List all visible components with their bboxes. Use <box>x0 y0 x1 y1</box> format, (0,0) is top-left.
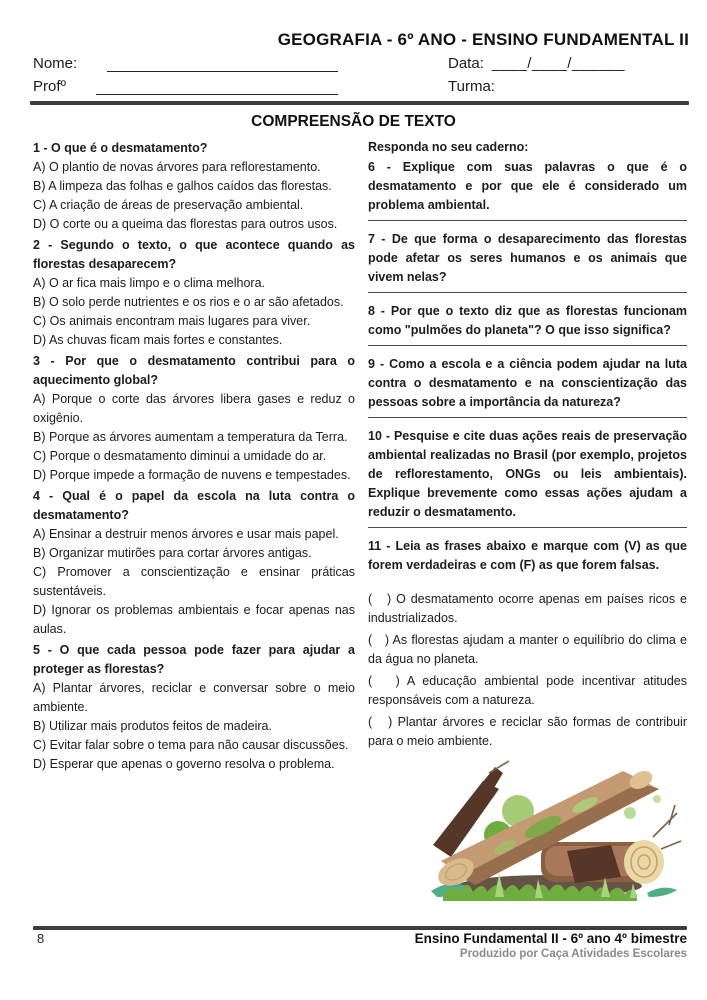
question-4-option-b: B) Organizar mutirões para cortar árvores antigas. <box>33 546 312 560</box>
question-8-answer-line <box>368 340 687 346</box>
question-3-option-b: B) Porque as árvores aumentam a temperatura da Terra. <box>33 430 348 444</box>
question-1-option-a: A) O plantio de novas árvores para reflorestamento. <box>33 160 321 174</box>
footer-credit: Produzido por Caça Atividades Escolares <box>459 948 687 960</box>
section-title: COMPREENSÃO DE TEXTO <box>251 113 456 130</box>
question-1 <box>33 139 355 234</box>
header <box>0 0 707 98</box>
header-fields <box>33 52 689 98</box>
header-divider <box>30 101 689 105</box>
question-4-title: 4 - Qual é o papel da escola na luta contra o desmatamento? <box>33 489 355 522</box>
page-title: GEOGRAFIA - 6º ANO - ENSINO FUNDAMENTAL II <box>277 30 689 49</box>
date-blanks: ____/____/______ <box>491 55 625 72</box>
footer-divider <box>33 926 687 930</box>
question-2-option-b: B) O solo perde nutrientes e os rios e o ar são afetados. <box>33 295 344 309</box>
question-2-option-d: D) As chuvas ficam mais fortes e constantes. <box>33 333 283 347</box>
right-column <box>368 138 687 903</box>
question-1-option-c: C) A criação de áreas de preservação ambiental. <box>33 198 304 212</box>
question-1-option-d: D) O corte ou a queima das florestas para outros usos. <box>33 217 338 231</box>
question-4-option-d: D) Ignorar os problemas ambientais e focar apenas nas aulas. <box>33 603 355 636</box>
header-fields-left <box>33 52 338 98</box>
question-3-option-d: D) Porque impede a formação de nuvens e tempestades. <box>33 468 351 482</box>
footer-right <box>415 931 687 960</box>
class-field-row <box>448 75 625 98</box>
question-3-title: 3 - Por que o desmatamento contribui para o aquecimento global? <box>33 354 355 387</box>
question-5 <box>33 641 355 774</box>
question-2-title: 2 - Segundo o texto, o que acontece quando as florestas desaparecem? <box>33 238 355 271</box>
name-field-row <box>33 52 338 75</box>
question-1-title: 1 - O que é o desmatamento? <box>33 141 208 155</box>
question-5-option-a: A) Plantar árvores, reciclar e conversar sobre o meio ambiente. <box>33 681 355 714</box>
question-7-answer-line <box>368 287 687 293</box>
name-label: Nome: <box>33 55 78 72</box>
date-label: Data: <box>448 55 484 72</box>
question-6: 6 - Explique com suas palavras o que é o desmatamento e por que ele é considerado um problema ambiental. <box>368 160 687 212</box>
name-write-line <box>107 52 338 72</box>
question-3-option-c: C) Porque o desmatamento diminui a umidade do ar. <box>33 449 327 463</box>
true-false-item-2: ( ) As florestas ajudam a manter o equilíbrio do clima e da água no planeta. <box>368 633 687 666</box>
true-false-items <box>368 590 687 751</box>
question-7: 7 - De que forma o desaparecimento das florestas pode afetar os seres humanos e os animais que vivem nelas? <box>368 232 687 284</box>
prof-write-line <box>96 75 338 95</box>
worksheet-body <box>0 138 707 903</box>
footer <box>0 926 707 960</box>
prof-field-row <box>33 75 338 98</box>
question-2-option-a: A) O ar fica mais limpo e o clima melhora. <box>33 276 266 290</box>
question-2-option-c: C) Os animais encontram mais lugares para viver. <box>33 314 311 328</box>
question-3 <box>33 352 355 485</box>
question-2 <box>33 236 355 350</box>
question-5-title: 5 - O que cada pessoa pode fazer para ajudar a proteger as florestas? <box>33 643 355 676</box>
true-false-item-3: ( ) A educação ambiental pode incentivar atitudes responsáveis com a natureza. <box>368 674 687 707</box>
question-10: 10 - Pesquise e cite duas ações reais de preservação ambiental realizadas no Brasil (por exemplo, projetos de reflorestamento, ONGs ou leis ambientais). Explique brevemente como essas ações ajudam a reduzir o desmatamento. <box>368 429 687 519</box>
true-false-item-4: ( ) Plantar árvores e reciclar são formas de contribuir para o meio ambiente. <box>368 715 687 748</box>
true-false-item-1: ( ) O desmatamento ocorre apenas em países ricos e industrializados. <box>368 592 687 625</box>
prof-label: Profº <box>33 78 66 95</box>
fallen-logs-svg <box>425 755 687 903</box>
class-label: Turma: <box>448 78 495 95</box>
question-11-title: 11 - Leia as frases abaixo e marque com (V) as que forem verdadeiras e com (F) as que forem falsas. <box>368 539 687 572</box>
question-3-option-a: A) Porque o corte das árvores libera gases e reduz o oxigênio. <box>33 392 355 425</box>
question-5-option-c: C) Evitar falar sobre o tema para não causar discussões. <box>33 738 349 752</box>
question-6-answer-line <box>368 215 687 221</box>
question-4-option-c: C) Promover a conscientização e ensinar práticas sustentáveis. <box>33 565 355 598</box>
question-5-option-d: D) Esperar que apenas o governo resolva o problema. <box>33 757 335 771</box>
question-9: 9 - Como a escola e a ciência podem ajudar na luta contra o desmatamento e na conscientização das pessoas sobre a importância da natureza? <box>368 357 687 409</box>
fallen-logs-illustration <box>425 755 687 903</box>
footer-row <box>33 931 687 960</box>
footer-edition: Ensino Fundamental II - 6º ano 4º bimestre <box>414 931 687 946</box>
page-number: 8 <box>37 931 45 946</box>
question-10-answer-line <box>368 522 687 528</box>
notebook-instruction: Responda no seu caderno: <box>368 140 529 154</box>
question-4 <box>33 487 355 639</box>
date-field-row <box>448 52 625 75</box>
question-5-option-b: B) Utilizar mais produtos feitos de madeira. <box>33 719 272 733</box>
left-column <box>33 138 355 903</box>
question-9-answer-line <box>368 412 687 418</box>
question-1-option-b: B) A limpeza das folhas e galhos caídos das florestas. <box>33 179 332 193</box>
question-8: 8 - Por que o texto diz que as florestas funcionam como "pulmões do planeta"? O que isso significa? <box>368 304 687 337</box>
question-4-option-a: A) Ensinar a destruir menos árvores e usar mais papel. <box>33 527 339 541</box>
header-fields-right <box>448 52 625 98</box>
